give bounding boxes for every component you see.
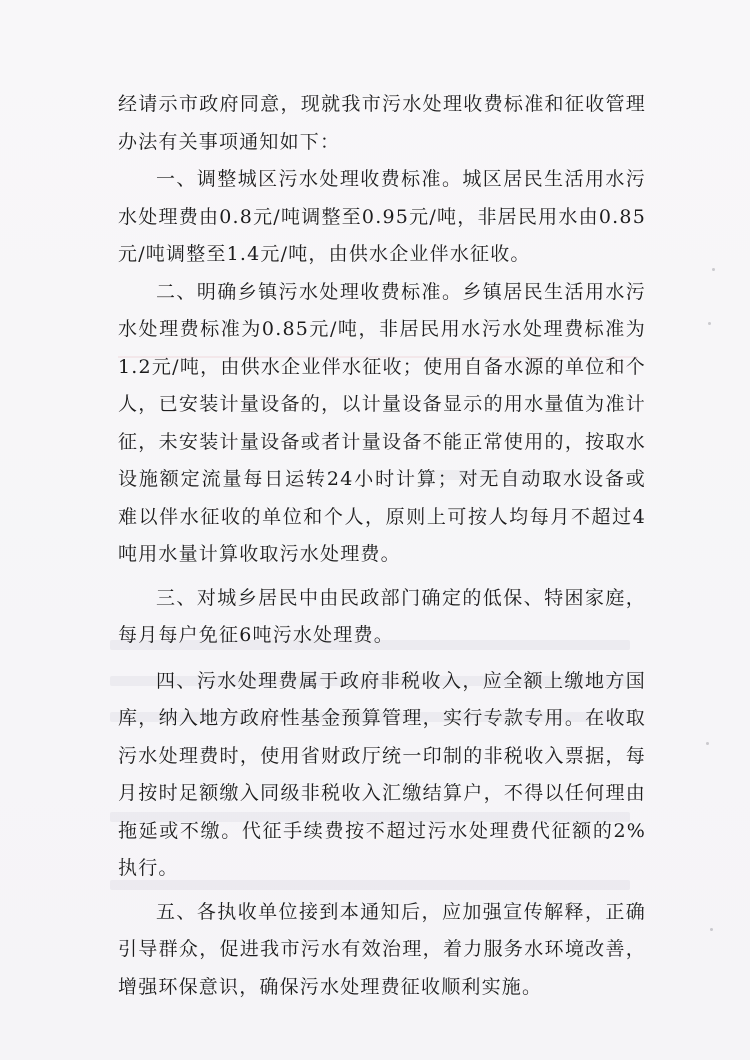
paragraph-item-3: 三、对城乡居民中由民政部门确定的低保、特困家庭，每月每户免征6吨污水处理费。 — [118, 586, 646, 646]
document-body — [118, 86, 646, 1006]
scan-speck — [706, 742, 709, 745]
scan-speck — [710, 928, 713, 931]
scan-speck — [708, 322, 711, 325]
paragraph-intro: 经请示市政府同意，现就我市污水处理收费标准和征收管理办法有关事项通知如下： — [118, 93, 646, 153]
paragraph-item-4: 四、污水处理费属于政府非税收入，应全额上缴地方国库，纳入地方政府性基金预算管理，实行专款专用。在收取污水处理费时，使用省财政厅统一印制的非税收入票据，每月按时足额缴入同级非税收入汇缴结算户，不得以任何理由拖延或不缴。代征手续费按不超过污水处理费代征额的2%执行。 — [118, 669, 646, 879]
paragraph-item-1: 一、调整城区污水处理收费标准。城区居民生活用水污水处理费由0.8元/吨调整至0.95元/吨，非居民用水由0.85元/吨调整至1.4元/吨，由供水企业伴水征收。 — [118, 168, 646, 265]
scan-speck — [712, 268, 715, 271]
paragraph-item-2: 二、明确乡镇污水处理收费标准。乡镇居民生活用水污水处理费标准为0.85元/吨，非居民用水污水处理费标准为1.2元/吨，由供水企业伴水征收；使用自备水源的单位和个人，已安装计量设备的，以计量设备显示的用水量值为准计征，未安装计量设备或者计量设备不能正常使用的，按取水设施额定流量每日运转24小时计算；对无自动取水设备或难以伴水征收的单位和个人，原则上可按人均每月不超过4吨用水量计算收取污水处理费。 — [118, 280, 646, 565]
paragraph-item-5: 五、各执收单位接到本通知后，应加强宣传解释，正确引导群众，促进我市污水有效治理，着力服务水环境改善，增强环保意识，确保污水处理费征收顺利实施。 — [118, 900, 646, 998]
